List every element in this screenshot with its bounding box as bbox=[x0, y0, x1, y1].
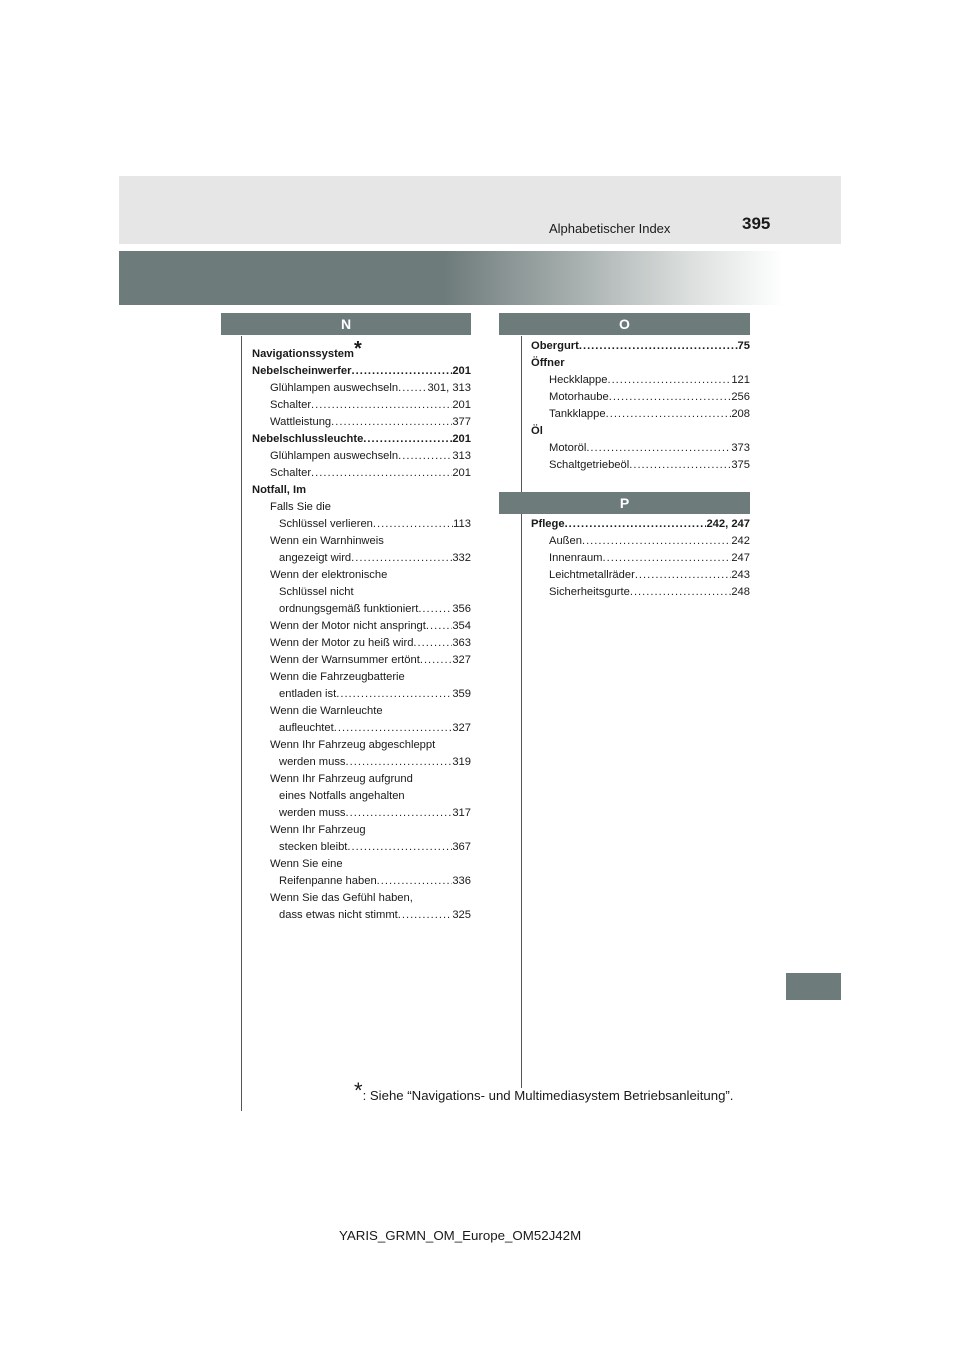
entry-text: Öl bbox=[531, 425, 543, 437]
index-entry bbox=[531, 355, 750, 372]
entry-page: 354 bbox=[452, 620, 471, 632]
entry-text: Wenn Ihr Fahrzeug bbox=[270, 824, 366, 836]
entry-page: 363 bbox=[452, 637, 471, 649]
page-number: 395 bbox=[742, 214, 771, 233]
index-subentry bbox=[252, 669, 471, 686]
entry-page: 208 bbox=[731, 408, 750, 420]
entry-text: Obergurt bbox=[531, 340, 579, 352]
entry-text: Wenn der elektronische bbox=[270, 569, 388, 581]
entry-text: Tankklappe bbox=[549, 408, 606, 420]
entry-text: aufleuchtet bbox=[279, 722, 334, 734]
index-subentry bbox=[531, 440, 750, 457]
entry-page: 367 bbox=[452, 841, 471, 853]
entry-page: 336 bbox=[452, 875, 471, 887]
entry-text: angezeigt wird bbox=[279, 552, 352, 564]
gradient-banner bbox=[119, 251, 841, 305]
entry-page: 319 bbox=[452, 756, 471, 768]
entry-text: Außen bbox=[549, 535, 582, 547]
entry-text: Leichtmetallräder bbox=[549, 569, 635, 581]
index-subentry bbox=[252, 873, 471, 890]
entry-text: eines Notfalls angehalten bbox=[279, 790, 405, 802]
index-subentry bbox=[252, 414, 471, 431]
index-subentry bbox=[252, 601, 471, 618]
entry-page: 325 bbox=[452, 909, 471, 921]
entry-page: 327 bbox=[452, 654, 471, 666]
entry-page: 356 bbox=[452, 603, 471, 615]
index-entry bbox=[531, 338, 750, 355]
entry-text: Wenn die Warnleuchte bbox=[270, 705, 383, 717]
index-subentry bbox=[252, 890, 471, 907]
index-column-o bbox=[531, 338, 750, 474]
entry-text: Schaltgetriebeöl bbox=[549, 459, 630, 471]
index-subentry bbox=[252, 720, 471, 737]
index-subentry bbox=[531, 550, 750, 567]
entry-text: Wenn Sie das Gefühl haben, bbox=[270, 892, 413, 904]
entry-text: Heckklappe bbox=[549, 374, 608, 386]
index-subentry bbox=[531, 567, 750, 584]
index-subentry bbox=[531, 372, 750, 389]
index-subentry bbox=[252, 788, 471, 805]
index-subentry bbox=[531, 457, 750, 474]
entry-text: Schalter bbox=[270, 399, 312, 411]
index-subentry bbox=[531, 584, 750, 601]
index-subentry bbox=[252, 499, 471, 516]
entry-page: 247 bbox=[731, 552, 750, 564]
index-subentry bbox=[252, 567, 471, 584]
entry-page: 301, 313 bbox=[427, 382, 471, 394]
index-subentry bbox=[252, 805, 471, 822]
entry-text: Nebelschlussleuchte bbox=[252, 433, 364, 445]
entry-text: Innenraum bbox=[549, 552, 603, 564]
index-subentry bbox=[252, 754, 471, 771]
footnote-marker: * bbox=[353, 338, 362, 360]
entry-text: Schlüssel verlieren bbox=[279, 518, 373, 530]
entry-text: Motorhaube bbox=[549, 391, 609, 403]
index-subentry bbox=[531, 389, 750, 406]
section-header-n: N bbox=[221, 313, 471, 335]
entry-page: 201 bbox=[452, 365, 471, 377]
entry-text: Motoröl bbox=[549, 442, 587, 454]
entry-page: 317 bbox=[452, 807, 471, 819]
entry-page: 75 bbox=[737, 340, 750, 352]
index-subentry bbox=[252, 856, 471, 873]
entry-text: Wenn ein Warnhinweis bbox=[270, 535, 384, 547]
entry-text: Schlüssel nicht bbox=[279, 586, 354, 598]
entry-text: Wenn die Fahrzeugbatterie bbox=[270, 671, 405, 683]
entry-text: Wattleistung bbox=[270, 416, 332, 428]
index-entry bbox=[531, 516, 750, 533]
entry-text: Wenn Sie eine bbox=[270, 858, 343, 870]
index-subentry bbox=[531, 406, 750, 423]
entry-page: 256 bbox=[731, 391, 750, 403]
entry-page: 313 bbox=[452, 450, 471, 462]
entry-text: werden muss bbox=[279, 807, 346, 819]
entry-text: Glühlampen auswechseln bbox=[270, 450, 399, 462]
entry-page: 201 bbox=[452, 399, 471, 411]
index-subentry bbox=[252, 397, 471, 414]
index-entry bbox=[252, 363, 471, 380]
entry-page: 201 bbox=[452, 467, 471, 479]
index-entry bbox=[252, 482, 471, 499]
index-subentry bbox=[252, 533, 471, 550]
index-entry bbox=[252, 338, 471, 363]
entry-text: dass etwas nicht stimmt bbox=[279, 909, 398, 921]
section-title: Alphabetischer Index bbox=[549, 221, 671, 236]
entry-text: Öffner bbox=[531, 357, 565, 369]
entry-text: Falls Sie die bbox=[270, 501, 331, 513]
index-subentry bbox=[252, 635, 471, 652]
entry-text: Navigationssystem* bbox=[252, 338, 362, 360]
index-subentry bbox=[252, 822, 471, 839]
entry-text: Sicherheitsgurte bbox=[549, 586, 630, 598]
entry-text: stecken bleibt bbox=[279, 841, 348, 853]
entry-text: Reifenpanne haben bbox=[279, 875, 377, 887]
model-code: YARIS_GRMN_OM_Europe_OM52J42M bbox=[339, 1228, 582, 1243]
entry-text: Wenn der Motor nicht anspringt bbox=[270, 620, 426, 632]
entry-text: Wenn Ihr Fahrzeug abgeschleppt bbox=[270, 739, 436, 751]
index-entry bbox=[531, 423, 750, 440]
index-subentry bbox=[252, 465, 471, 482]
index-subentry bbox=[252, 448, 471, 465]
entry-page: 201 bbox=[452, 433, 471, 445]
entry-page: 248 bbox=[731, 586, 750, 598]
footnote bbox=[354, 1078, 734, 1103]
index-subentry bbox=[531, 533, 750, 550]
entry-text: Wenn der Warnsummer ertönt bbox=[270, 654, 420, 666]
center-divider bbox=[521, 336, 522, 1088]
entry-text: Glühlampen auswechseln bbox=[270, 382, 399, 394]
index-subentry bbox=[252, 380, 471, 397]
entry-text: Notfall, Im bbox=[252, 484, 307, 496]
entry-page: 377 bbox=[452, 416, 471, 428]
index-subentry bbox=[252, 618, 471, 635]
entry-page: 359 bbox=[452, 688, 471, 700]
left-divider bbox=[241, 336, 242, 1111]
entry-page: 332 bbox=[452, 552, 471, 564]
entry-page: 243 bbox=[731, 569, 750, 581]
entry-text: Wenn der Motor zu heiß wird bbox=[270, 637, 414, 649]
entry-text: Schalter bbox=[270, 467, 312, 479]
entry-page: 327 bbox=[452, 722, 471, 734]
entry-text: Pflege bbox=[531, 518, 565, 530]
entry-page: 242 bbox=[731, 535, 750, 547]
entry-page: 242, 247 bbox=[706, 518, 750, 530]
footnote-text: : Siehe “Navigations- und Multimediasystem Betriebsanleitung”. bbox=[362, 1088, 734, 1103]
index-subentry bbox=[252, 737, 471, 754]
footnote-marker: * bbox=[354, 1078, 363, 1103]
index-column-p bbox=[531, 516, 750, 601]
entry-text: Wenn Ihr Fahrzeug aufgrund bbox=[270, 773, 413, 785]
index-column-n bbox=[252, 338, 471, 924]
entry-text: werden muss bbox=[279, 756, 346, 768]
index-subentry bbox=[252, 703, 471, 720]
entry-page: 121 bbox=[731, 374, 750, 386]
index-subentry bbox=[252, 516, 471, 533]
index-subentry bbox=[252, 550, 471, 567]
index-subentry bbox=[252, 907, 471, 924]
entry-text: Nebelscheinwerfer bbox=[252, 365, 352, 377]
header-bar bbox=[119, 176, 841, 244]
index-subentry bbox=[252, 839, 471, 856]
entry-page: 375 bbox=[731, 459, 750, 471]
index-subentry bbox=[252, 584, 471, 601]
index-subentry bbox=[252, 771, 471, 788]
entry-page: 373 bbox=[731, 442, 750, 454]
entry-page: 113 bbox=[453, 518, 471, 530]
index-subentry bbox=[252, 686, 471, 703]
chapter-tab bbox=[786, 973, 841, 1000]
index-subentry bbox=[252, 652, 471, 669]
section-header-o: O bbox=[499, 313, 750, 335]
section-header-p: P bbox=[499, 492, 750, 514]
entry-text: entladen ist bbox=[279, 688, 337, 700]
index-entry bbox=[252, 431, 471, 448]
entry-text: ordnungsgemäß funktioniert bbox=[279, 603, 419, 615]
